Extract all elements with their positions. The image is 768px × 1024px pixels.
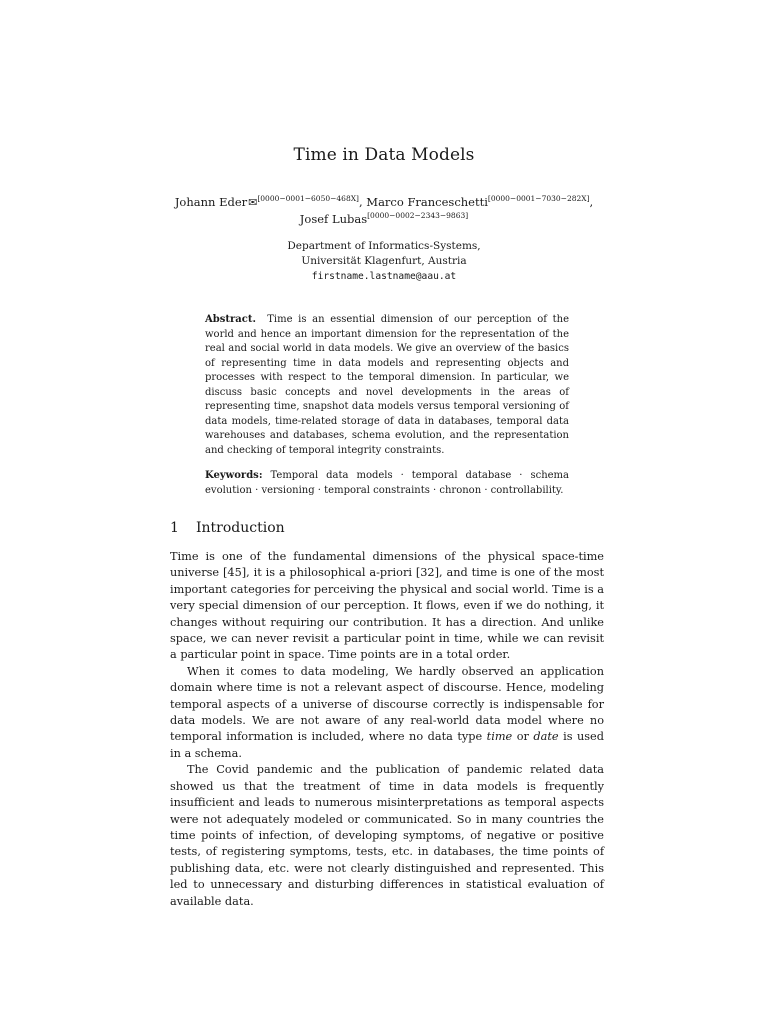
- paragraph-text: is used in a schema.: [170, 730, 604, 760]
- author-list: [0, 194, 768, 228]
- abstract-label: Abstract.: [205, 314, 256, 325]
- paper-title: Time in Data Models: [293, 145, 475, 165]
- envelope-icon: ✉: [248, 196, 258, 209]
- keywords: [205, 469, 569, 498]
- keywords-label: Keywords:: [205, 470, 263, 481]
- orcid-franceschetti: [0000−0001−7030−282X]: [487, 194, 590, 203]
- author-eder: Johann Eder: [174, 195, 248, 209]
- abstract: [205, 313, 569, 458]
- paragraph-text: When it comes to data modeling, We hardly observed an application domain where time is not a relevant aspect of discourse. Hence, modeling temporal aspects of a universe of discourse correctly is indispensable for data models. We are not aware of any real-world data model where no temporal information is included, where no data type: [170, 664, 604, 744]
- affiliation-email: firstname.lastname@aau.at: [311, 271, 457, 282]
- author-franceschetti: Marco Franceschetti: [366, 195, 488, 209]
- keywords-text: Temporal data models · temporal database · schema evolution · versioning · temporal constraints · chronon · controllability.: [205, 470, 569, 496]
- paragraph: Time is one of the fundamental dimensions of the physical space-time universe [45], it is a philosophical a-priori [32], and time is one of the most important categories for perceiving the physical and social world. Time is a very special dimension of our perception. It flows, even if we do nothing, it changes without requiring our contribution. It has a direction. And unlike space, we can never revisit a particular point in time, while we can revisit a particular point in space. Time points are in a total order.: [170, 550, 604, 662]
- affiliation-department: Department of Informatics-Systems,: [287, 240, 481, 252]
- section-title: Introduction: [196, 520, 285, 536]
- paragraph: [170, 664, 604, 762]
- orcid-eder: [0000−0001−6050−468X]: [257, 194, 359, 203]
- section-body: [170, 549, 604, 910]
- section-number: 1: [170, 520, 179, 536]
- author-trailing-comma: ,: [589, 195, 594, 209]
- affiliation: [0, 239, 768, 284]
- paragraph-text: or: [512, 730, 534, 744]
- paragraph: The Covid pandemic and the publication of pandemic related data showed us that the treatment of time in data models is frequently insufficient and leads to numerous misinterpretations as temporal aspects were not adequately modeled or communicated. So in many countries the time points of infection, of developing symptoms, of negative or positive tests, of registering symptoms, tests, etc. in databases, the time points of publishing data, etc. were not clearly distinguished and represented. This led to unnecessary and disturbing differences in statistical evaluation of available data.: [170, 763, 604, 908]
- orcid-lubas: [0000−0002−2343−9863]: [367, 211, 469, 220]
- author-separator: ,: [358, 195, 367, 209]
- emphasis-time: time: [486, 730, 513, 744]
- section-heading: [170, 520, 610, 536]
- affiliation-university: Universität Klagenfurt, Austria: [301, 255, 467, 267]
- author-lubas: Josef Lubas: [299, 212, 368, 226]
- emphasis-date: date: [533, 730, 559, 744]
- abstract-text: Time is an essential dimension of our perception of the world and hence an important dimension for the representation of the real and social world in data models. We give an overview of the basics of representing time in data models and representing objects and processes with respect to the temporal dimension. In particular, we discuss basic concepts and novel developments in the areas of representing time, snapshot data models versus temporal versioning of data models, time-related storage of data in databases, temporal data warehouses and databases, schema evolution, and the representation and checking of temporal integrity constraints.: [205, 314, 569, 456]
